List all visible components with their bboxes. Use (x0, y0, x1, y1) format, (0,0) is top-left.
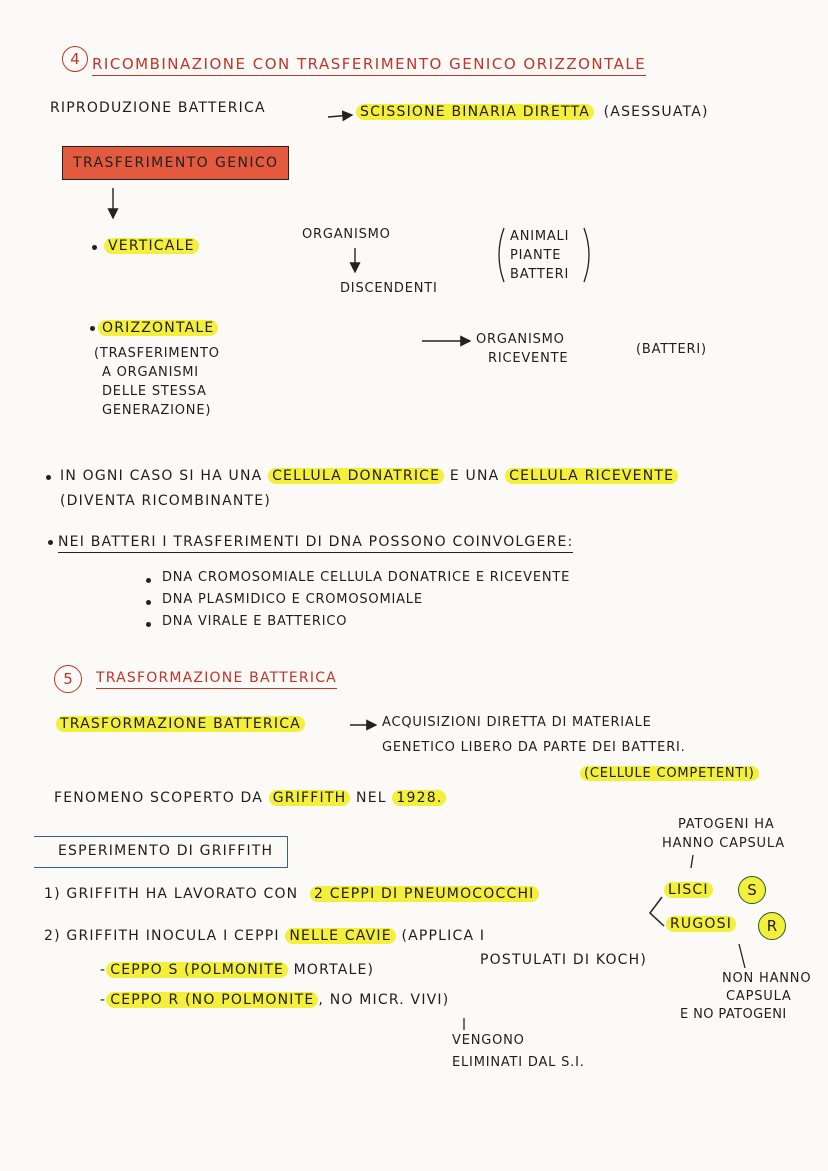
section5-title: TRASFORMAZIONE BATTERICA (96, 670, 337, 689)
orizzontale-example: (BATTERI) (636, 342, 707, 357)
orizzontale-note-3: DELLE STESSA (102, 384, 207, 399)
step1-line: 1) GRIFFITH HA LAVORATO CON 2 CEPPI DI PNEUMOCOCCHI (44, 886, 539, 902)
ogni-caso-line: IN OGNI CASO SI HA UNA CELLULA DONATRICE E UNA CELLULA RICEVENTE (60, 468, 678, 484)
lisci-label: LISCI (664, 882, 713, 898)
esperimento-title: ESPERIMENTO DI GRIFFITH (34, 836, 288, 868)
patogeni-note-1: PATOGENI HA (678, 817, 775, 832)
dna-item-1: DNA CROMOSOMIALE CELLULA DONATRICE E RICEVENTE (162, 570, 571, 585)
dna-item-2: DNA PLASMIDICO E CROMOSOMIALE (162, 592, 423, 607)
paren-right-verticale (584, 228, 589, 282)
tick-non-hanno (739, 944, 745, 968)
riproduzione-highlight: SCISSIONE BINARIA DIRETTA (ASESSUATA) (356, 104, 709, 120)
griffith-name: GRIFFITH (269, 790, 351, 806)
dna-item-3: DNA VIRALE E BATTERICO (162, 614, 348, 629)
lisci-letter: S (738, 876, 766, 904)
verticale-example-1: ANIMALI (510, 229, 570, 244)
orizzontale-target-1: ORGANISMO (476, 332, 565, 347)
nei-batteri-heading: NEI BATTERI I TRASFERIMENTI DI DNA POSSONO COINVOLGERE: (58, 534, 573, 553)
bullet-verticale (92, 245, 97, 250)
arrow-riproduzione (328, 115, 352, 117)
trasformazione-def2: GENETICO LIBERO DA PARTE DEI BATTERI. (382, 740, 686, 755)
trasformazione-def3: (CELLULE COMPETENTI) (580, 767, 759, 782)
bullet-nei-batteri (48, 540, 53, 545)
fenomeno-line: FENOMENO SCOPERTO DA GRIFFITH NEL 1928. (54, 790, 446, 806)
section4-title: RICOMBINAZIONE CON TRASFERIMENTO GENICO ORIZZONTALE (92, 56, 646, 76)
trasferimento-genico-box: TRASFERIMENTO GENICO (62, 146, 289, 180)
step2-line: 2) GRIFFITH INOCULA I CEPPI NELLE CAVIE (APPLICA I (44, 928, 486, 944)
verticale-discendenti: DISCENDENTI (340, 281, 438, 296)
tick-patogeni (691, 855, 693, 868)
bullet-orizzontale (90, 326, 95, 331)
ceppo-r-line: - CEPPO R (NO POLMONITE , NO MICR. VIVI) (100, 992, 450, 1008)
rugosi-label: RUGOSI (666, 916, 736, 932)
trasformazione-term: TRASFORMAZIONE BATTERICA (56, 716, 305, 732)
year-1928: 1928. (392, 790, 446, 806)
step1-highlight: 2 CEPPI DI PNEUMOCOCCHI (310, 886, 539, 902)
patogeni-note-2: HANNO CAPSULA (662, 836, 785, 851)
vengono-2: ELIMINATI DAL S.I. (452, 1055, 585, 1070)
branch-bracket (650, 897, 664, 926)
bullet-dna-1 (146, 578, 151, 583)
paren-left-verticale (499, 228, 504, 282)
step2-line2: POSTULATI DI KOCH) (480, 952, 648, 968)
non-hanno-1: NON HANNO (722, 971, 812, 986)
riproduzione-label: RIPRODUZIONE BATTERICA (50, 100, 266, 116)
ceppo-r-highlight: CEPPO R (NO POLMONITE (106, 992, 318, 1008)
orizzontale-note-4: GENERAZIONE) (102, 403, 212, 418)
section5-number: 5 (54, 665, 82, 693)
orizzontale-target-2: RICEVENTE (488, 351, 569, 366)
bullet-dna-3 (146, 622, 151, 627)
riproduzione-suffix: (ASESSUATA) (603, 104, 709, 120)
orizzontale-note-1: (TRASFERIMENTO (94, 346, 220, 361)
ceppo-s-line: - CEPPO S (POLMONITE MORTALE) (100, 962, 375, 978)
verticale-organismo: ORGANISMO (302, 227, 391, 242)
non-hanno-3: E NO PATOGENI (680, 1007, 787, 1022)
ogni-caso-line2: (DIVENTA RICOMBINANTE) (60, 493, 272, 509)
bullet-dna-2 (146, 600, 151, 605)
verticale-example-3: BATTERI (510, 267, 570, 282)
trasformazione-def1: ACQUISIZIONI DIRETTA DI MATERIALE (382, 715, 652, 730)
verticale-example-2: PIANTE (510, 248, 562, 263)
ceppo-s-highlight: CEPPO S (POLMONITE (106, 962, 288, 978)
cellula-ricevente: CELLULA RICEVENTE (505, 468, 678, 484)
orizzontale-label: ORIZZONTALE (98, 320, 218, 336)
vengono-1: VENGONO (452, 1033, 525, 1048)
rugosi-letter: R (758, 912, 786, 940)
step2-highlight: NELLE CAVIE (285, 928, 395, 944)
orizzontale-note-2: A ORGANISMI (102, 365, 199, 380)
cellula-donatrice: CELLULA DONATRICE (268, 468, 444, 484)
section4-number: 4 (62, 46, 88, 72)
non-hanno-2: CAPSULA (726, 989, 792, 1004)
verticale-label: VERTICALE (104, 238, 199, 254)
bullet-ogni-caso (46, 475, 51, 480)
riproduzione-line (50, 100, 266, 116)
